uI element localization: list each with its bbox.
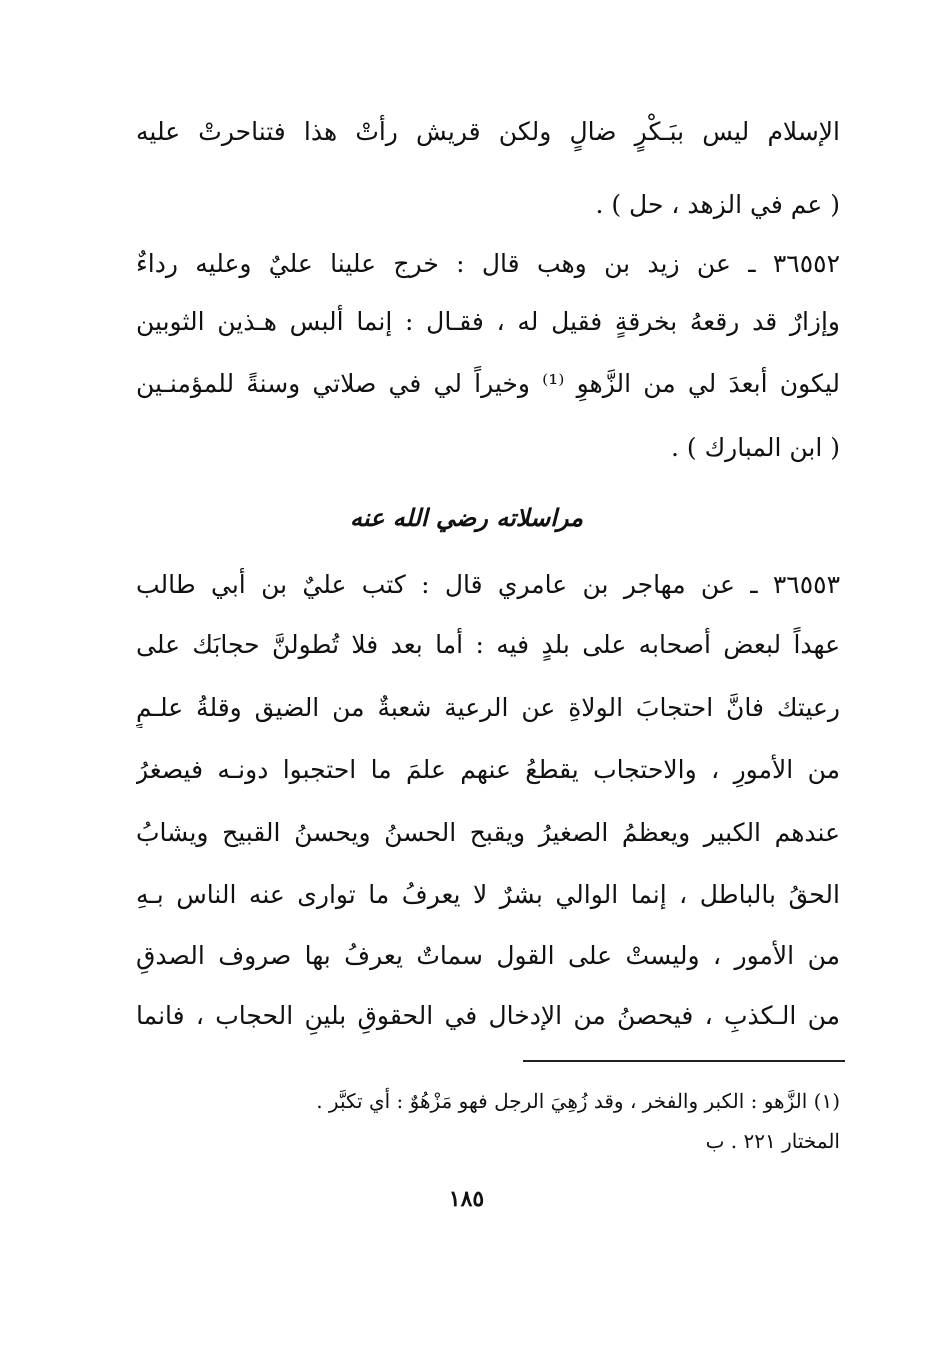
footnote-1: (١) الزَّهو : الكبر والفخر ، وقد زُهِيَ الرجل فهو مَزْهُوٌ : أي تكبَّر .: [316, 1089, 840, 1113]
body-line-7: ٣٦٥٥٣ ـ عن مهاجر بن عامري قال : كتب عليٌ بن أبي طالب: [136, 570, 840, 599]
body-line-2: ( عم في الزهد ، حل ) .: [595, 190, 840, 219]
body-line-11: عندهم الكبير ويعظمُ الصغيرُ ويقبح الحسنُ ويحسنُ القبيح ويشابُ: [136, 818, 840, 847]
body-line-4: وإزارٌ قد رقعهُ بخرقةٍ فقيل له ، فقـال : إنما ألبس هـذين الثوبين: [136, 307, 840, 336]
body-line-9: رعيتك فانَّ احتجابَ الولاةِ عن الرعية شعبةٌ من الضيق وقلةُ علـمٍ: [136, 693, 840, 722]
body-line-10: من الأمورِ ، والاحتجاب يقطعُ عنهم علمَ ما احتجبوا دونـه فيصغرُ: [136, 755, 840, 784]
section-heading: مراسلاته رضي الله عنه: [349, 503, 583, 532]
footnote-source: المختار ٢٢١ . ب: [705, 1129, 840, 1153]
body-line-12: الحقُ بالباطل ، إنما الوالي بشرٌ لا يعرفُ ما توارى عنه الناس بـهِ: [136, 880, 840, 909]
body-line-6: ( ابن المبارك ) .: [670, 433, 840, 462]
body-line-8: عهداً لبعض أصحابه على بلدٍ فيه : أما بعد فلا تُطولنَّ حجابَك على: [136, 630, 840, 659]
page-number: ١٨٥: [448, 1186, 485, 1212]
body-line-1: الإسلام ليس ببَـكْرٍ ضالٍ ولكن قريش رأتْ هذا فتناحرتْ عليه: [136, 117, 840, 146]
body-line-13: من الأمور ، وليستْ على القول سماتٌ يعرفُ بها صروف الصدقِ: [136, 941, 840, 970]
body-line-3: ٣٦٥٥٢ ـ عن زيد بن وهب قال : خرج علينا عليٌ وعليه رداءٌ: [136, 249, 840, 278]
body-line-5: ليكون أبعدَ لي من الزَّهوِ ⁽¹⁾ وخيراً لي في صلاتي وسنةً للمؤمنـين: [136, 369, 840, 398]
body-line-14: من الـكذبِ ، فيحصنُ من الإدخال في الحقوقِ بلينِ الحجاب ، فانما: [136, 1001, 840, 1030]
footnote-divider: [523, 1060, 845, 1062]
